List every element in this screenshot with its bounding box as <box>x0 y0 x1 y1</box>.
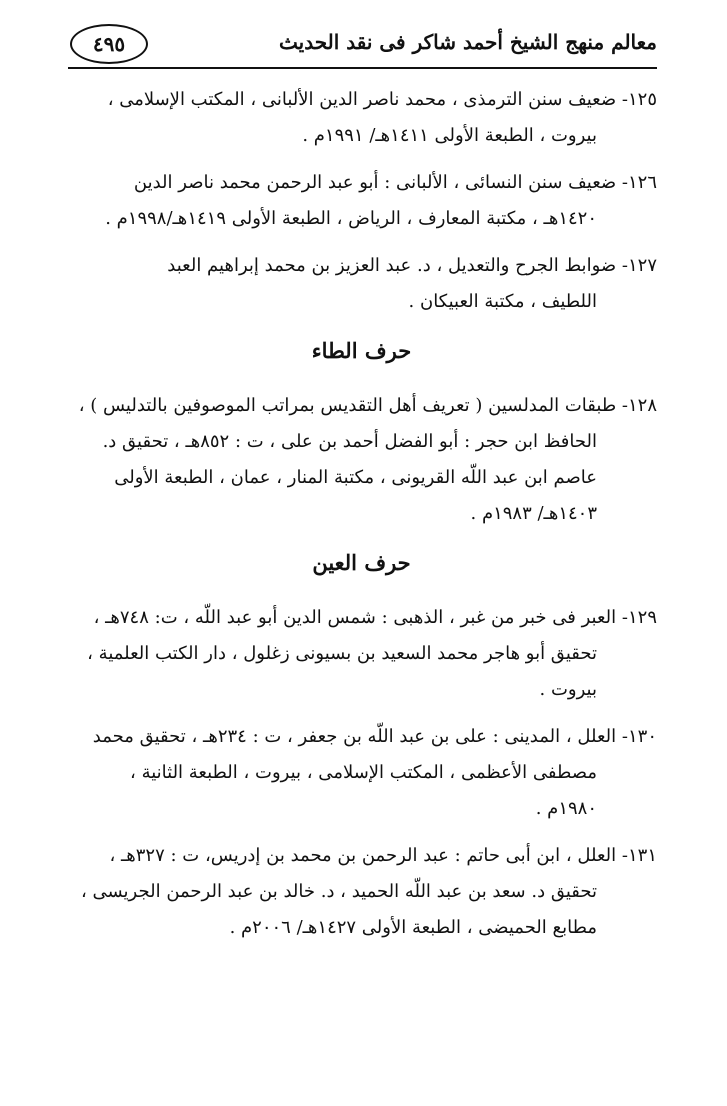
entry-text: مطابع الحميضى ، الطبعة الأولى ١٤٢٧هـ/ ٢٠٠٦م . <box>229 917 597 938</box>
entry-text: العلل ، المدينى : على بن عبد اللّه بن جعفر ، ت : ٢٣٤هـ ، تحقيق محمد <box>92 726 617 747</box>
entry-number: ١٢٨- <box>621 395 657 416</box>
entry-number: ١٣٠- <box>621 726 657 747</box>
bibliography-entry <box>66 248 657 320</box>
entry-text: ١٤٠٣هـ/ ١٩٨٣م . <box>470 503 597 524</box>
bibliography-entry <box>66 719 657 827</box>
page-number: ٤٩٥ <box>70 24 148 64</box>
entry-text: مصطفى الأعظمى ، المكتب الإسلامى ، بيروت ، الطبعة الثانية ، <box>130 762 597 783</box>
entry-text: طبقات المدلسين ( تعريف أهل التقديس بمراتب الموصوفين بالتدليس ) ، <box>78 395 617 416</box>
entry-text: عاصم ابن عبد اللّه القريونى ، مكتبة المنار ، عمان ، الطبعة الأولى <box>114 467 597 488</box>
bibliography-entry <box>66 165 657 237</box>
entry-text: العبر فى خبر من غبر ، الذهبى : شمس الدين أبو عبد اللّه ، ت: ٧٤٨هـ ، <box>93 607 617 628</box>
entry-text: ١٩٨٠م . <box>535 798 597 819</box>
entry-text: العلل ، ابن أبى حاتم : عبد الرحمن بن محمد بن إدريس، ت : ٣٢٧هـ ، <box>109 845 617 866</box>
entry-text: الحافظ ابن حجر : أبو الفضل أحمد بن على ، ت : ٨٥٢هـ ، تحقيق د. <box>102 431 597 452</box>
entry-text: ضعيف سنن الترمذى ، محمد ناصر الدين الألبانى ، المكتب الإسلامى ، <box>107 89 617 110</box>
section-heading-ain: حرف العين <box>312 550 411 575</box>
entry-text: ١٤٢٠هـ ، مكتبة المعارف ، الرياض ، الطبعة الأولى ١٤١٩هـ/١٩٩٨م . <box>105 208 597 229</box>
bibliography-entry <box>66 600 657 708</box>
entry-text: ضوابط الجرح والتعديل ، د. عبد العزيز بن محمد إبراهيم العبد <box>167 255 617 276</box>
entry-number: ١٢٦- <box>621 172 657 193</box>
entry-text: اللطيف ، مكتبة العبيكان . <box>408 291 597 312</box>
bibliography-entry <box>66 388 657 532</box>
running-title: معالم منهج الشيخ أحمد شاكر فى نقد الحديث <box>279 30 657 54</box>
entry-text: تحقيق أبو هاجر محمد السعيد بن بسيونى زغلول ، دار الكتب العلمية ، <box>87 643 597 664</box>
entry-number: ١٢٩- <box>621 607 657 628</box>
entry-text: بيروت . <box>539 679 597 700</box>
entry-number: ١٢٧- <box>621 255 657 276</box>
entry-text: تحقيق د. سعد بن عبد اللّه الحميد ، د. خالد بن عبد الرحمن الجريسى ، <box>80 881 597 902</box>
page-header <box>68 18 657 68</box>
entry-number: ١٢٥- <box>621 89 657 110</box>
entry-number: ١٣١- <box>621 845 657 866</box>
entry-text: بيروت ، الطبعة الأولى ١٤١١هـ/ ١٩٩١م . <box>302 125 597 146</box>
bibliography-entry <box>66 82 657 154</box>
section-heading-taa: حرف الطاء <box>311 338 412 363</box>
header-rule <box>68 67 657 69</box>
bibliography-list <box>66 82 657 957</box>
bibliography-entry <box>66 838 657 946</box>
entry-text: ضعيف سنن النسائى ، الألبانى : أبو عبد الرحمن محمد ناصر الدين <box>133 172 617 193</box>
